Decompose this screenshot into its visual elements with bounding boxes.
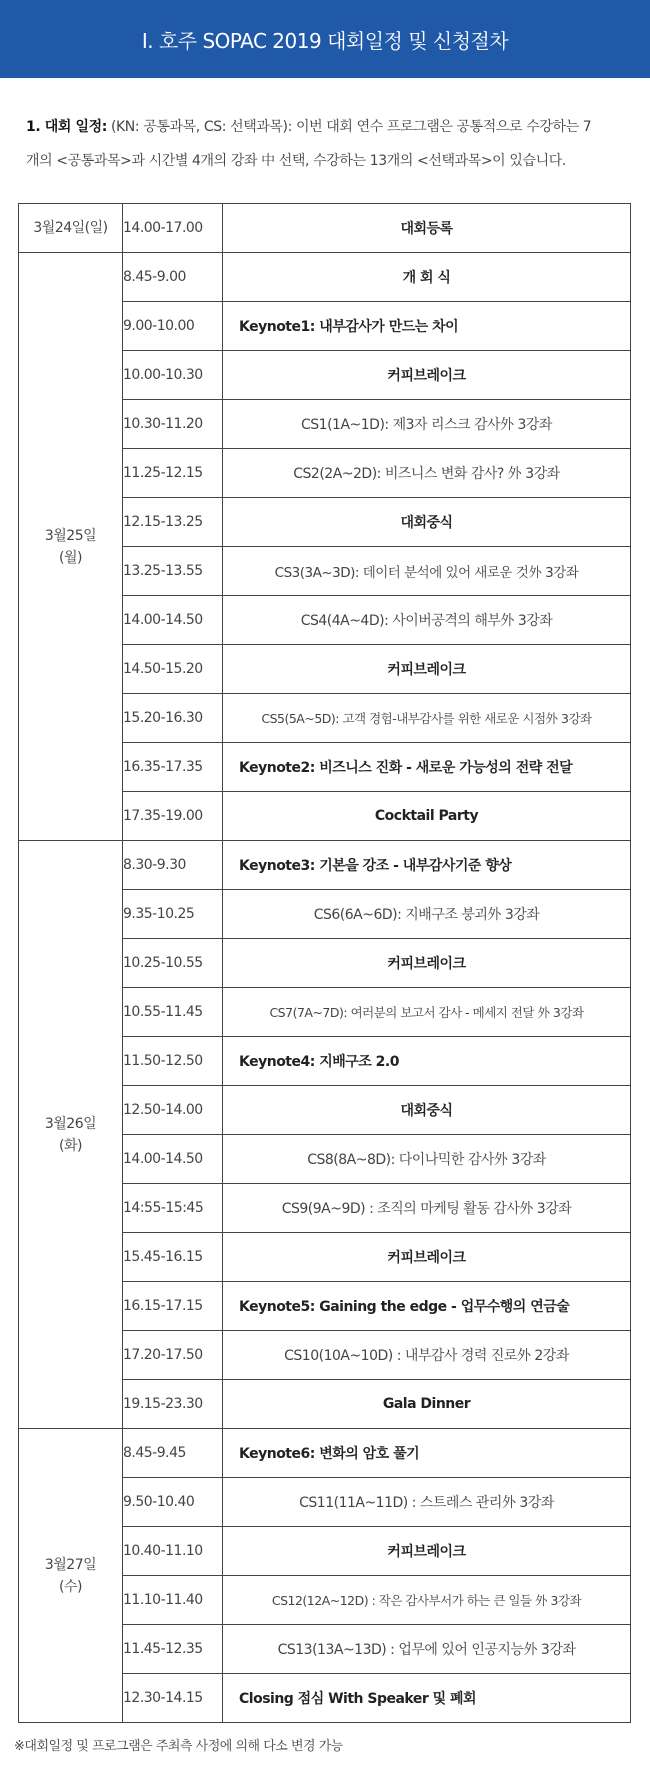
event-cell: Keynote2: 비즈니스 진화 - 새로운 가능성의 전략 전달 (223, 743, 631, 792)
event-cell: 커피브레이크 (223, 351, 631, 400)
day-cell (19, 1429, 123, 1723)
schedule-intro (26, 110, 626, 178)
event-cell: Keynote1: 내부감사가 만드는 차이 (223, 302, 631, 351)
page-title-banner (0, 0, 650, 78)
day-weekday: (월) (59, 549, 82, 566)
event-cell: CS11(11A~11D) : 스트레스 관리外 3강좌 (223, 1478, 631, 1527)
event-cell: 대회중식 (223, 1086, 631, 1135)
time-cell: 16.35-17.35 (123, 743, 223, 792)
day-cell (19, 841, 123, 1429)
intro-label: 1. 대회 일정: (26, 119, 107, 135)
time-cell: 17.35-19.00 (123, 792, 223, 841)
schedule-table (18, 203, 631, 1723)
time-cell: 9.35-10.25 (123, 890, 223, 939)
event-cell: Keynote3: 기본을 강조 - 내부감사기준 향상 (223, 841, 631, 890)
time-cell: 14.00-14.50 (123, 1135, 223, 1184)
time-cell: 15.45-16.15 (123, 1233, 223, 1282)
event-cell: 대회중식 (223, 498, 631, 547)
event-cell: CS6(6A~6D): 지배구조 붕괴外 3강좌 (223, 890, 631, 939)
event-cell: CS2(2A~2D): 비즈니스 변화 감사? 外 3강좌 (223, 449, 631, 498)
time-cell: 12.15-13.25 (123, 498, 223, 547)
day-date: 3월27일 (44, 1556, 97, 1573)
time-cell: 12.30-14.15 (123, 1674, 223, 1723)
intro-text-line1: (KN: 공통과목, CS: 선택과목): 이번 대회 연수 프로그램은 공통적으로 수강하는 7 (106, 119, 592, 135)
event-cell: 커피브레이크 (223, 1233, 631, 1282)
day-date: 3월25일 (44, 527, 97, 544)
time-cell: 9.00-10.00 (123, 302, 223, 351)
time-cell: 10.55-11.45 (123, 988, 223, 1037)
event-cell: 개 회 식 (223, 253, 631, 302)
time-cell: 10.25-10.55 (123, 939, 223, 988)
event-cell: Gala Dinner (223, 1380, 631, 1429)
time-cell: 9.50-10.40 (123, 1478, 223, 1527)
time-cell: 11.10-11.40 (123, 1576, 223, 1625)
event-cell: CS5(5A~5D): 고객 경험-내부감사를 위한 새로운 시점外 3강좌 (223, 694, 631, 743)
event-cell: CS13(13A~13D) : 업무에 있어 인공지능外 3강좌 (223, 1625, 631, 1674)
time-cell: 15.20-16.30 (123, 694, 223, 743)
day-weekday: (수) (59, 1578, 82, 1595)
time-cell: 10.30-11.20 (123, 400, 223, 449)
day-weekday: (화) (59, 1137, 82, 1154)
event-cell: CS3(3A~3D): 데이터 분석에 있어 새로운 것外 3강좌 (223, 547, 631, 596)
time-cell: 14.00-14.50 (123, 596, 223, 645)
time-cell: 14:55-15:45 (123, 1184, 223, 1233)
event-cell: Closing 점심 With Speaker 및 폐회 (223, 1674, 631, 1723)
time-cell: 14.00-17.00 (123, 204, 223, 253)
event-cell: CS8(8A~8D): 다이나믹한 감사外 3강좌 (223, 1135, 631, 1184)
event-cell: Keynote5: Gaining the edge - 업무수행의 연금술 (223, 1282, 631, 1331)
time-cell: 8.30-9.30 (123, 841, 223, 890)
event-cell: 대회등록 (223, 204, 631, 253)
event-cell: Keynote6: 변화의 암호 풀기 (223, 1429, 631, 1478)
time-cell: 19.15-23.30 (123, 1380, 223, 1429)
table-row (19, 253, 631, 302)
time-cell: 10.40-11.10 (123, 1527, 223, 1576)
event-cell: CS7(7A~7D): 여러분의 보고서 감사 - 메세지 전달 外 3강좌 (223, 988, 631, 1037)
intro-text-line2: 개의 <공통과목>과 시간별 4개의 강좌 中 선택, 수강하는 13개의 <선택과목>이 있습니다. (26, 153, 566, 169)
time-cell: 10.00-10.30 (123, 351, 223, 400)
event-cell: 커피브레이크 (223, 1527, 631, 1576)
event-cell: CS12(12A~12D) : 작은 감사부서가 하는 큰 일들 外 3강좌 (223, 1576, 631, 1625)
table-row (19, 204, 631, 253)
event-cell: 커피브레이크 (223, 939, 631, 988)
time-cell: 13.25-13.55 (123, 547, 223, 596)
event-cell: Cocktail Party (223, 792, 631, 841)
time-cell: 16.15-17.15 (123, 1282, 223, 1331)
event-cell: 커피브레이크 (223, 645, 631, 694)
day-cell: 3월24일(일) (19, 204, 123, 253)
event-cell: Keynote4: 지배구조 2.0 (223, 1037, 631, 1086)
page-title: Ⅰ. 호주 SOPAC 2019 대회일정 및 신청절차 (141, 28, 509, 53)
time-cell: 12.50-14.00 (123, 1086, 223, 1135)
event-cell: CS10(10A~10D) : 내부감사 경력 진로外 2강좌 (223, 1331, 631, 1380)
time-cell: 11.25-12.15 (123, 449, 223, 498)
time-cell: 17.20-17.50 (123, 1331, 223, 1380)
time-cell: 14.50-15.20 (123, 645, 223, 694)
event-cell: CS9(9A~9D) : 조직의 마케팅 활동 감사外 3강좌 (223, 1184, 631, 1233)
time-cell: 8.45-9.00 (123, 253, 223, 302)
event-cell: CS4(4A~4D): 사이버공격의 해부外 3강좌 (223, 596, 631, 645)
day-cell (19, 253, 123, 841)
day-date: 3월26일 (44, 1115, 97, 1132)
table-row (19, 1429, 631, 1478)
event-cell: CS1(1A~1D): 제3자 리스크 감사外 3강좌 (223, 400, 631, 449)
time-cell: 11.50-12.50 (123, 1037, 223, 1086)
time-cell: 11.45-12.35 (123, 1625, 223, 1674)
schedule-footnote: ※대회일정 및 프로그램은 주최측 사정에 의해 다소 변경 가능 (14, 1739, 343, 1754)
table-row (19, 841, 631, 890)
time-cell: 8.45-9.45 (123, 1429, 223, 1478)
